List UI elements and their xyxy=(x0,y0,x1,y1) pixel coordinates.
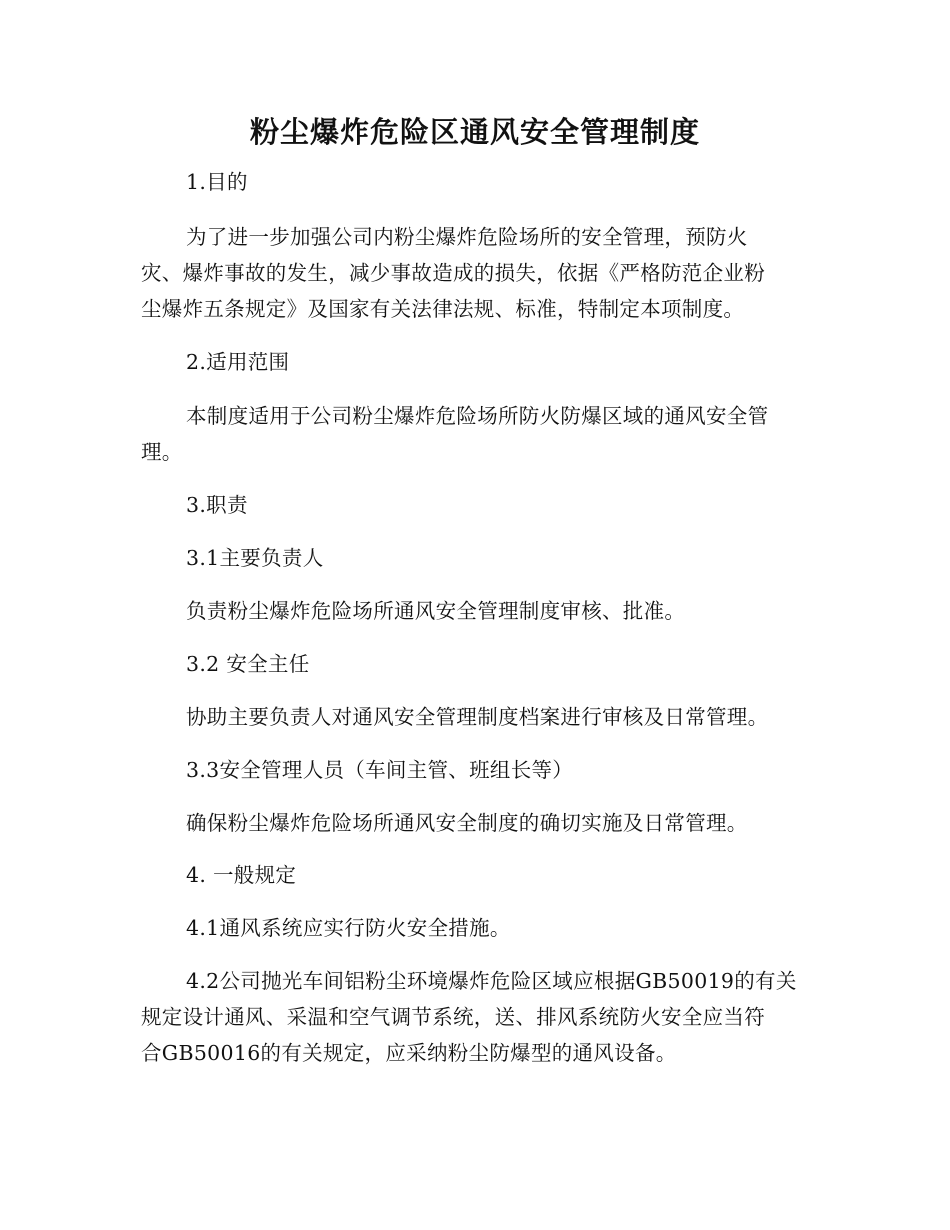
paragraph-line: 为了进一步加强公司内粉尘爆炸危险场所的安全管理，预防火 xyxy=(186,225,748,249)
subheading-safety-director: 3.2 安全主任 xyxy=(186,652,310,676)
heading-responsibilities: 3.职责 xyxy=(186,493,248,517)
paragraph-line: 理。 xyxy=(141,440,183,464)
paragraph-line: 本制度适用于公司粉尘爆炸危险场所防火防爆区域的通风安全管 xyxy=(186,404,769,428)
paragraph-line: 合GB50016的有关规定，应采纳粉尘防爆型的通风设备。 xyxy=(141,1041,677,1065)
heading-general-rules: 4. 一般规定 xyxy=(186,863,297,887)
paragraph-line: 4.2公司抛光车间铝粉尘环境爆炸危险区域应根据GB50019的有关 xyxy=(186,969,797,993)
heading-scope: 2.适用范围 xyxy=(186,350,290,374)
paragraph-line: 确保粉尘爆炸危险场所通风安全制度的确切实施及日常管理。 xyxy=(186,811,748,835)
paragraph-line: 负责粉尘爆炸危险场所通风安全管理制度审核、批准。 xyxy=(186,599,686,623)
paragraph-line: 协助主要负责人对通风安全管理制度档案进行审核及日常管理。 xyxy=(186,705,769,729)
heading-purpose: 1.目的 xyxy=(186,170,248,194)
paragraph-line: 规定设计通风、采温和空气调节系统，送、排风系统防火安全应当符 xyxy=(141,1005,765,1029)
paragraph-line: 尘爆炸五条规定》及国家有关法律法规、标准，特制定本项制度。 xyxy=(141,297,745,321)
document-title: 粉尘爆炸危险区通风安全管理制度 xyxy=(249,115,700,149)
subheading-safety-staff: 3.3安全管理人员（车间主管、班组长等） xyxy=(186,758,574,782)
paragraph-line: 4.1通风系统应实行防火安全措施。 xyxy=(186,916,511,940)
subheading-principal: 3.1主要负责人 xyxy=(186,546,324,570)
paragraph-line: 灾、爆炸事故的发生，减少事故造成的损失，依据《严格防范企业粉 xyxy=(141,261,765,285)
